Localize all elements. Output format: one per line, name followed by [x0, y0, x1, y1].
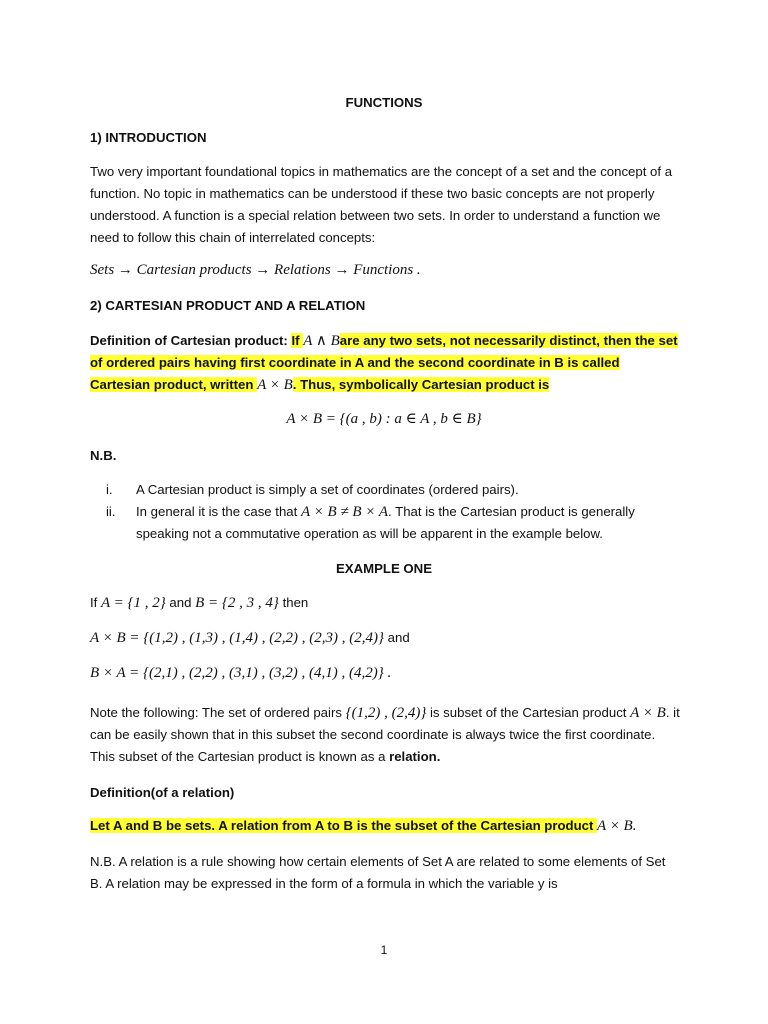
list-item-number: i.	[106, 482, 113, 497]
nb-label: N.B.	[90, 448, 117, 463]
intro-paragraph: Two very important foundational topics in mathematics are the concept of a set and the concept of a function. No topic in mathematics can be understood if these two basic concepts are not properly understood. A function is a special relation between two sets. In order to understand a function we need to follow this chain of interrelated concepts:	[90, 164, 673, 245]
relation-nb-label: N.B.	[90, 854, 116, 869]
relation-heading: Definition(of a relation)	[90, 785, 235, 800]
relation-nb-paragraph	[90, 851, 680, 895]
example-and-2: and	[384, 630, 410, 645]
example-bxa: B × A = {(2,1) , (2,2) , (3,1) , (3,2) , (4,1) , (4,2)} .	[90, 665, 392, 681]
relation-nb-text: A relation is a rule showing how certain elements of Set A are related to some elements of Set B. A relation may be expressed in the form of a formula in which the variable y is	[90, 854, 666, 891]
definition-if: If	[291, 333, 304, 348]
concept-chain: Sets → Cartesian products → Relations → Functions .	[90, 262, 421, 278]
note-math-subset: {(1,2) , (2,4)}	[345, 705, 427, 721]
example-line-2	[90, 627, 680, 649]
example-then: then	[278, 595, 309, 610]
list-item-text: A Cartesian product is simply a set of coordinates (ordered pairs).	[136, 482, 519, 497]
list-item-text-post: . That is the Cartesian product is generally speaking not a commutative operation as will be apparent in the example below.	[136, 504, 635, 541]
example-if: If	[90, 595, 101, 610]
nb-list	[90, 479, 680, 549]
example-line-1	[90, 592, 680, 614]
relation-definition	[90, 815, 680, 837]
example-and: and	[165, 595, 196, 610]
relation-definition-math: A × B	[597, 818, 633, 834]
list-item-math: A × B ≠ B × A	[300, 504, 389, 520]
definition-math-axb: A × B	[257, 377, 293, 393]
example-set-a: A = {1 , 2}	[101, 595, 166, 611]
list-item-number: ii.	[106, 504, 116, 519]
note-paragraph	[90, 702, 680, 768]
relation-definition-text: Let A and B be sets. A relation from A to B is the subset of the Cartesian product	[90, 818, 598, 833]
definition-math-a-and-b: A ∧ B	[303, 333, 340, 349]
note-bold-relation: relation.	[389, 749, 441, 764]
relation-definition-end: .	[632, 818, 637, 834]
section-2-heading: 2) CARTESIAN PRODUCT AND A RELATION	[90, 298, 366, 313]
definition-text-2: . Thus, symbolically Cartesian product is	[292, 377, 550, 392]
document-title: FUNCTIONS	[345, 95, 423, 110]
note-text-post: . it can be easily shown that in this subset the second coordinate is always twice the first coordinate. This subset of the Cartesian product is known as a	[90, 705, 680, 764]
example-heading: EXAMPLE ONE	[336, 561, 432, 576]
definition-text-1: are any two sets, not necessarily distinct, then the set of ordered pairs having first coordinate in A and the second coordinate in B is called Cartesian product, written	[90, 333, 678, 392]
list-item-text-pre: In general it is the case that	[136, 504, 301, 519]
cartesian-formula: A × B = {(a , b) : a ∈ A , b ∈ B}	[286, 411, 482, 427]
list-item-text	[136, 501, 676, 545]
example-line-3	[90, 662, 680, 684]
note-text-mid: is subset of the Cartesian product	[426, 705, 631, 720]
note-math-axb: A × B	[630, 705, 666, 721]
page-number: 1	[380, 943, 388, 957]
cartesian-definition	[90, 330, 680, 396]
section-1-heading: 1) INTRODUCTION	[90, 130, 207, 145]
example-set-b: B = {2 , 3 , 4}	[195, 595, 279, 611]
example-axb: A × B = {(1,2) , (1,3) , (1,4) , (2,2) , (2,3) , (2,4)}	[90, 630, 384, 646]
note-text-pre: Note the following: The set of ordered pairs	[90, 705, 346, 720]
definition-label: Definition of Cartesian product:	[90, 333, 292, 348]
